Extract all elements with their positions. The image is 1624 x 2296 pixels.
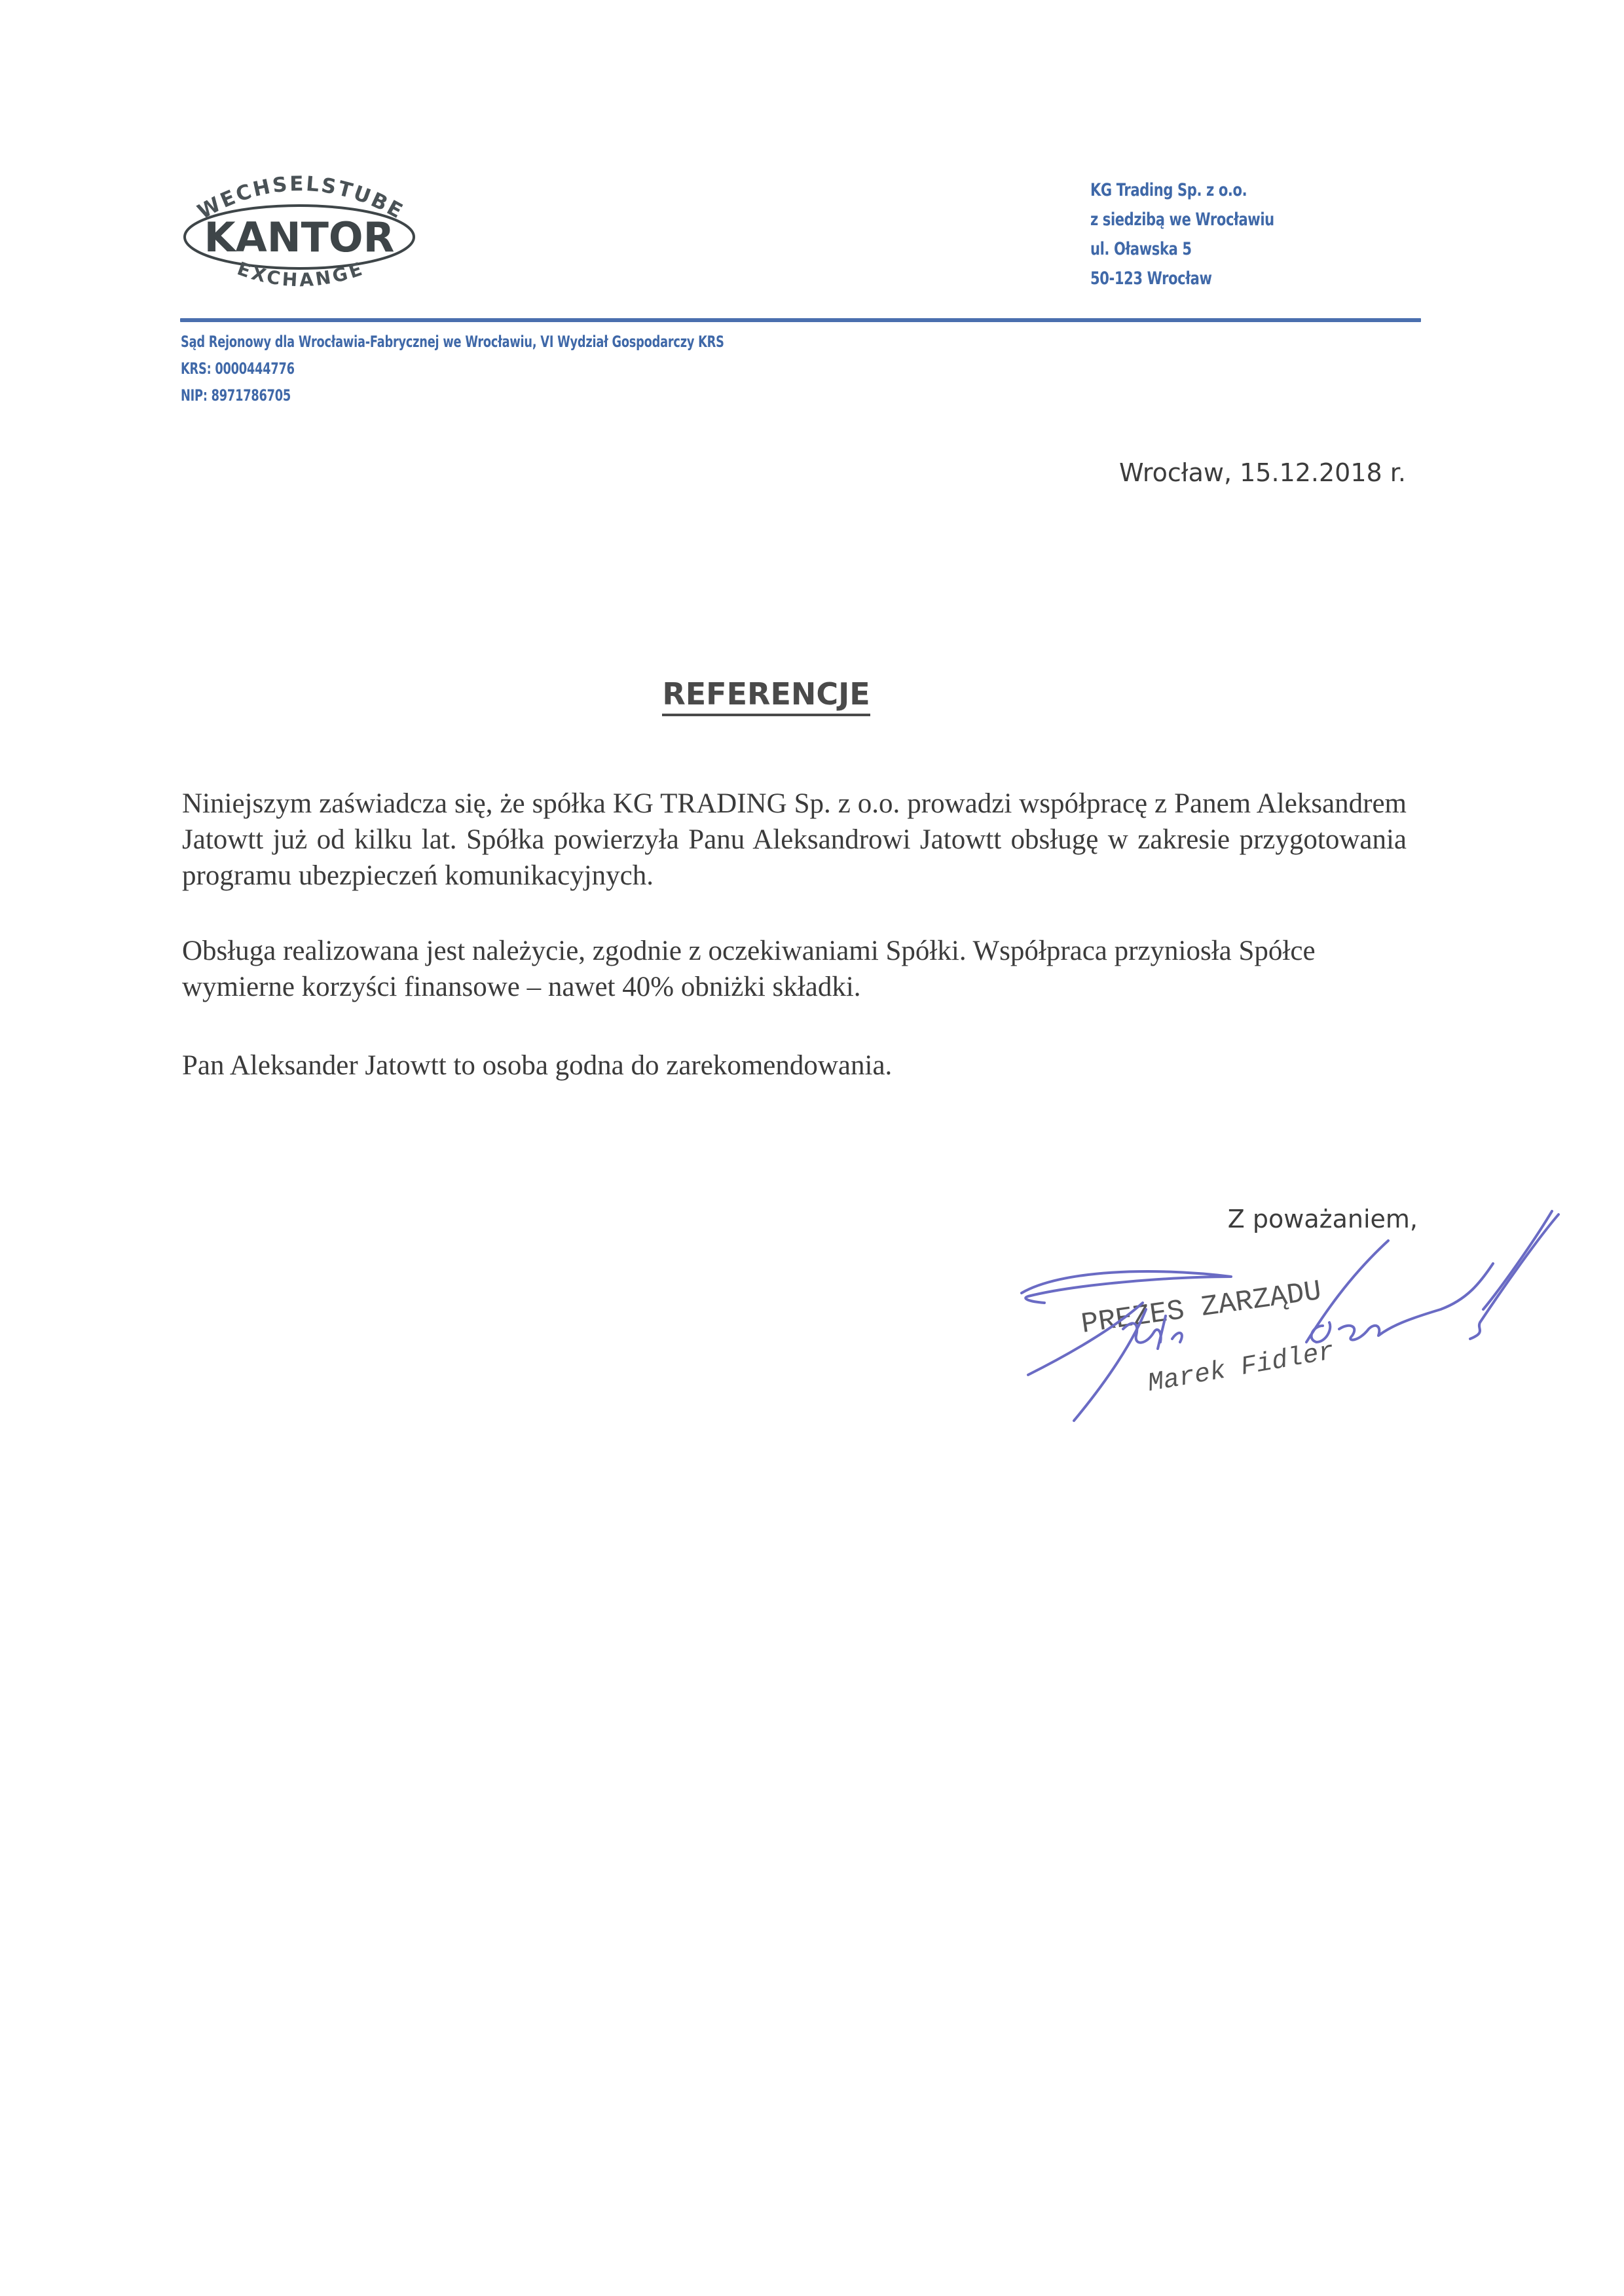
krs-number: KRS: 0000444776: [181, 359, 295, 378]
date-line: Wrocław, 15.12.2018 r.: [1119, 458, 1406, 487]
paragraph-3: [182, 1048, 1407, 1084]
stamp-name: Marek Fidler: [1145, 1337, 1337, 1400]
paragraph-text: Obsługa realizowana jest należycie, zgodnie z oczekiwaniami Spółki. Współpraca przyniosła Spółce wymierne korzyści finansowe – nawet 40% obniżki składki.: [182, 936, 1316, 1002]
paragraph-2: [182, 933, 1407, 1005]
document-title-wrapper: [0, 674, 1624, 716]
document-title: REFERENCJE: [662, 674, 870, 716]
company-address-block: [1090, 175, 1274, 293]
court-registration: Sąd Rejonowy dla Wrocławia-Fabrycznej we Wrocławiu, VI Wydział Gospodarczy KRS: [181, 333, 724, 351]
paragraph-text: Pan Aleksander Jatowtt to osoba godna do zarekomendowania.: [182, 1050, 893, 1081]
paragraph-1: [182, 786, 1407, 894]
kantor-logo: [172, 172, 427, 296]
company-postal-city: 50-123 Wrocław: [1090, 268, 1212, 289]
paragraph-text: Niniejszym zaświadcza się, że spółka KG TRADING Sp. z o.o. prowadzi współpracę z Panem Aleksandrem Jatowtt już od kilku lat. Spółka powierzyła Panu Aleksandrowi Jatowtt obsługę w zakresie przygotowania programu ubezpieczeń komunikacyjnych.: [182, 788, 1407, 891]
closing-salutation: Z poważaniem,: [1227, 1205, 1418, 1233]
nip-number: NIP: 8971786705: [181, 386, 291, 405]
company-name: KG Trading Sp. z o.o.: [1090, 180, 1247, 200]
header-divider: [180, 318, 1421, 322]
registration-block: [181, 329, 724, 409]
svg-text:EXCHANGE: [234, 257, 367, 291]
stamp-position: PREZES ZARZĄDU: [1079, 1275, 1324, 1341]
company-seat: z siedzibą we Wrocławiu: [1090, 210, 1274, 230]
signature-stamp-graphic: [982, 1211, 1572, 1447]
logo-bottom-text: EXCHANGE: [234, 257, 367, 291]
signature-stamp: [982, 1211, 1572, 1447]
logo-top-text: WECHSELSTUBE: [193, 172, 409, 225]
company-street: ul. Oławska 5: [1090, 239, 1192, 259]
kantor-logo-icon: [172, 172, 427, 296]
logo-main-text: KANTOR: [204, 213, 395, 261]
